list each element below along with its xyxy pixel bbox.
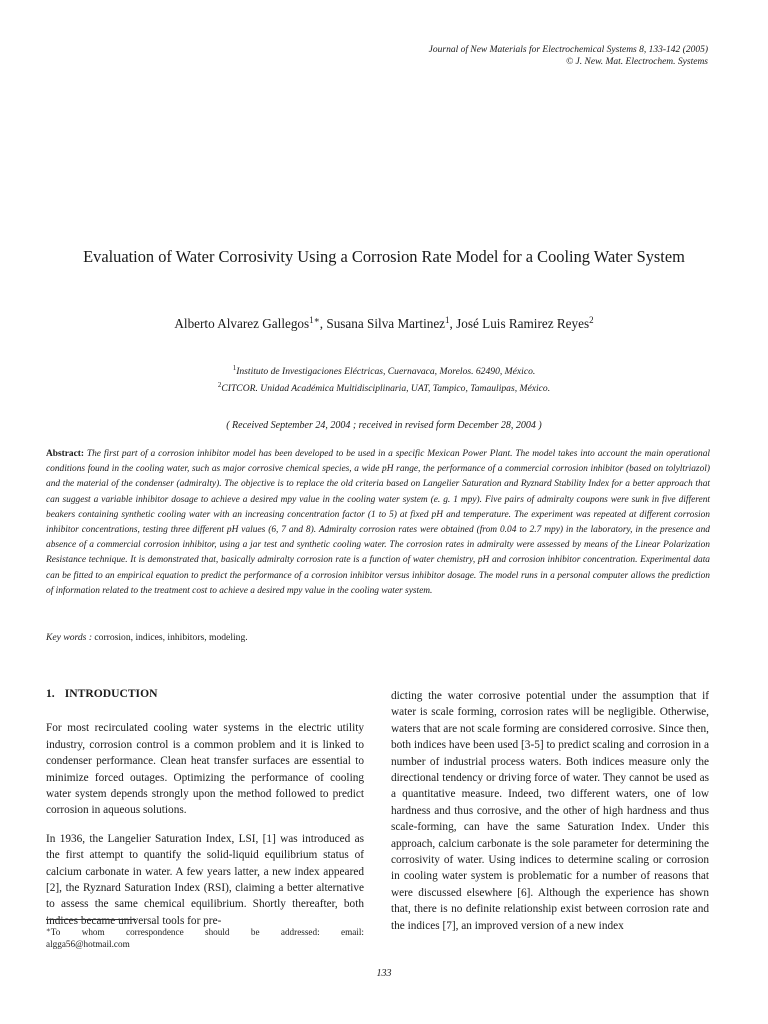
- body-paragraph: In 1936, the Langelier Saturation Index, LSI, [1] was introduced as the first attempt to quantify the solid-liquid equilibrium status of calcium carbonate in water. A few years latter, a new index appeared [2], the Ryznard Saturation Index (RSI), claiming a better alternative to assess the same chemical equilibrium. Shortly thereafter, both indices became universal tools for pre-: [46, 832, 364, 927]
- author-list: [0, 316, 768, 332]
- footnote-word: email:: [341, 927, 364, 937]
- abstract: [46, 447, 710, 599]
- footnote-word: addressed:: [280, 927, 320, 937]
- keywords-text: corrosion, indices, inhibitors, modeling.: [94, 632, 248, 643]
- affiliation-mark: 2: [217, 381, 222, 389]
- right-column: [391, 688, 709, 946]
- abstract-label: Abstract:: [46, 449, 85, 459]
- footnote-word: should: [205, 927, 230, 937]
- section-title: INTRODUCTION: [64, 687, 158, 700]
- affiliation-text: Instituto de Investigaciones Eléctricas, Cuernavaca, Morelos. 62490, México.: [236, 366, 536, 377]
- author-name: Alberto Alvarez Gallegos: [174, 316, 310, 331]
- footnote-mark: ∗: [46, 926, 51, 934]
- journal-citation: Journal of New Materials for Electrochemical Systems 8, 133-142 (2005): [428, 45, 708, 55]
- author-separator: ,: [319, 316, 327, 331]
- body-paragraph: For most recirculated cooling water systems in the electric utility industry, corrosion control is a common problem and it is linked to condenser performance. Clean heat transfer surfaces are essential to minimize forced outages. Optimizing the performance of cooling water system depends strongly upon the method followed to predict corrosion in aqueous solutions.: [46, 722, 364, 817]
- affiliation-text: CITCOR. Unidad Académica Multidisciplinaria, UAT, Tampico, Tamaulipas, México.: [221, 383, 551, 394]
- footnote-word: [46, 927, 60, 939]
- left-column: [46, 686, 364, 941]
- author-affiliation-mark: 1: [445, 315, 450, 325]
- received-dates: ( Received September 24, 2004 ; received in revised form December 28, 2004 ): [226, 420, 542, 431]
- abstract-text: The first part of a corrosion inhibitor model has been developed to be used in a specific Mexican Power Plant. The model takes into account the main operational conditions found in the cooling water, such as major corrosive chemical species, a wide pH range, the performance of a commercial corrosion inhibitor (based on tolyltriazol) and the material of the condenser (admiralty). The objective is to replace the old criteria based on Langelier Saturation and Ryznard Stability Index for a better approach that can suggest a variable inhibitor dosage to achieve a desired mpy value in the cooling water system (e. g. 1 mpy). Five pairs of admiralty coupons were sunk in five different beakers containing synthetic cooling water with an increasing concentration factor (1 to 5) at fixed pH and temperature. The experiment was repeated at different corrosion inhibitor concentrations, testing three different pH values (6, 7 and 8). Admiralty corrosion rates were obtained (from 0.04 to 2.7 mpy) in the laboratory, in the presence and absence of a commercial corrosion inhibitor, using a jar test and synthetic cooling water. The corrosion rates in admiralty were assessed by means of the Linear Polarization Resistance technique. It is demonstrated that, basically admiralty corrosion rate is a function of water chemistry, pH and corrosion inhibitor concentration. Experimental data can be fitted to an empirical equation to predict the performance of a corrosion inhibitor versus inhibitor dosage. The model runs in a personal computer allows the prediction of information related to the treatment cost to achieve a desired mpy value in the cooling water system.: [46, 449, 710, 596]
- author-affiliation-mark: 1∗: [309, 315, 320, 325]
- footnote-word: correspondence: [126, 927, 184, 937]
- keywords-label: Key words :: [46, 632, 93, 643]
- footnote-line: [46, 927, 364, 939]
- paper-title: Evaluation of Water Corrosivity Using a Corrosion Rate Model for a Cooling Water System: [83, 247, 685, 266]
- affiliations: [0, 363, 768, 397]
- body-paragraph: dicting the water corrosive potential under the assumption that if water is scale forming, corrosion rates will be negligible. Otherwise, waters that are not scale forming are considered corrosive. Since then, both indices have been used [3-5] to predict scaling and corrosion in a number of industrial process waters. Both indices measure only the directional tendency or driving force of water. They cannot be used as a quantitative measure. Indeed, two different waters, one of low hardness and thus corrosive, and the other of high hardness and thus scale-forming, can have the same Saturation Index. Under this approach, calcium carbonate is the sole parameter for determining the corrosivity of water. Using indices to determine scaling or corrosion in cooling water system is problematic for a number of reasons that were discussed elsewhere [6]. Although the experience has shown that, there is no definite relationship exist between corrosion rate and the indices [7], an improved version of a new index: [391, 690, 709, 932]
- affiliation: [0, 380, 768, 397]
- journal-header: [429, 44, 708, 68]
- footnote-word: be: [250, 927, 260, 937]
- footnote-word-text: To: [50, 927, 61, 937]
- journal-copyright: © J. New. Mat. Electrochem. Systems: [565, 57, 708, 67]
- page-number: 133: [376, 968, 392, 979]
- author-name: Susana Silva Martinez: [326, 316, 446, 331]
- footnote: [46, 927, 364, 950]
- affiliation-mark: 1: [232, 364, 237, 372]
- footnote-word: whom: [81, 927, 105, 937]
- affiliation: [0, 363, 768, 380]
- footnote-email: algga56@hotmail.com: [46, 938, 130, 949]
- section-number: 1.: [46, 687, 55, 700]
- section-heading: [46, 686, 364, 702]
- author-name: José Luis Ramirez Reyes: [456, 316, 590, 331]
- footnote-rule: [46, 919, 136, 920]
- author-affiliation-mark: 2: [589, 315, 594, 325]
- author-separator: ,: [449, 316, 457, 331]
- keywords: [46, 632, 248, 643]
